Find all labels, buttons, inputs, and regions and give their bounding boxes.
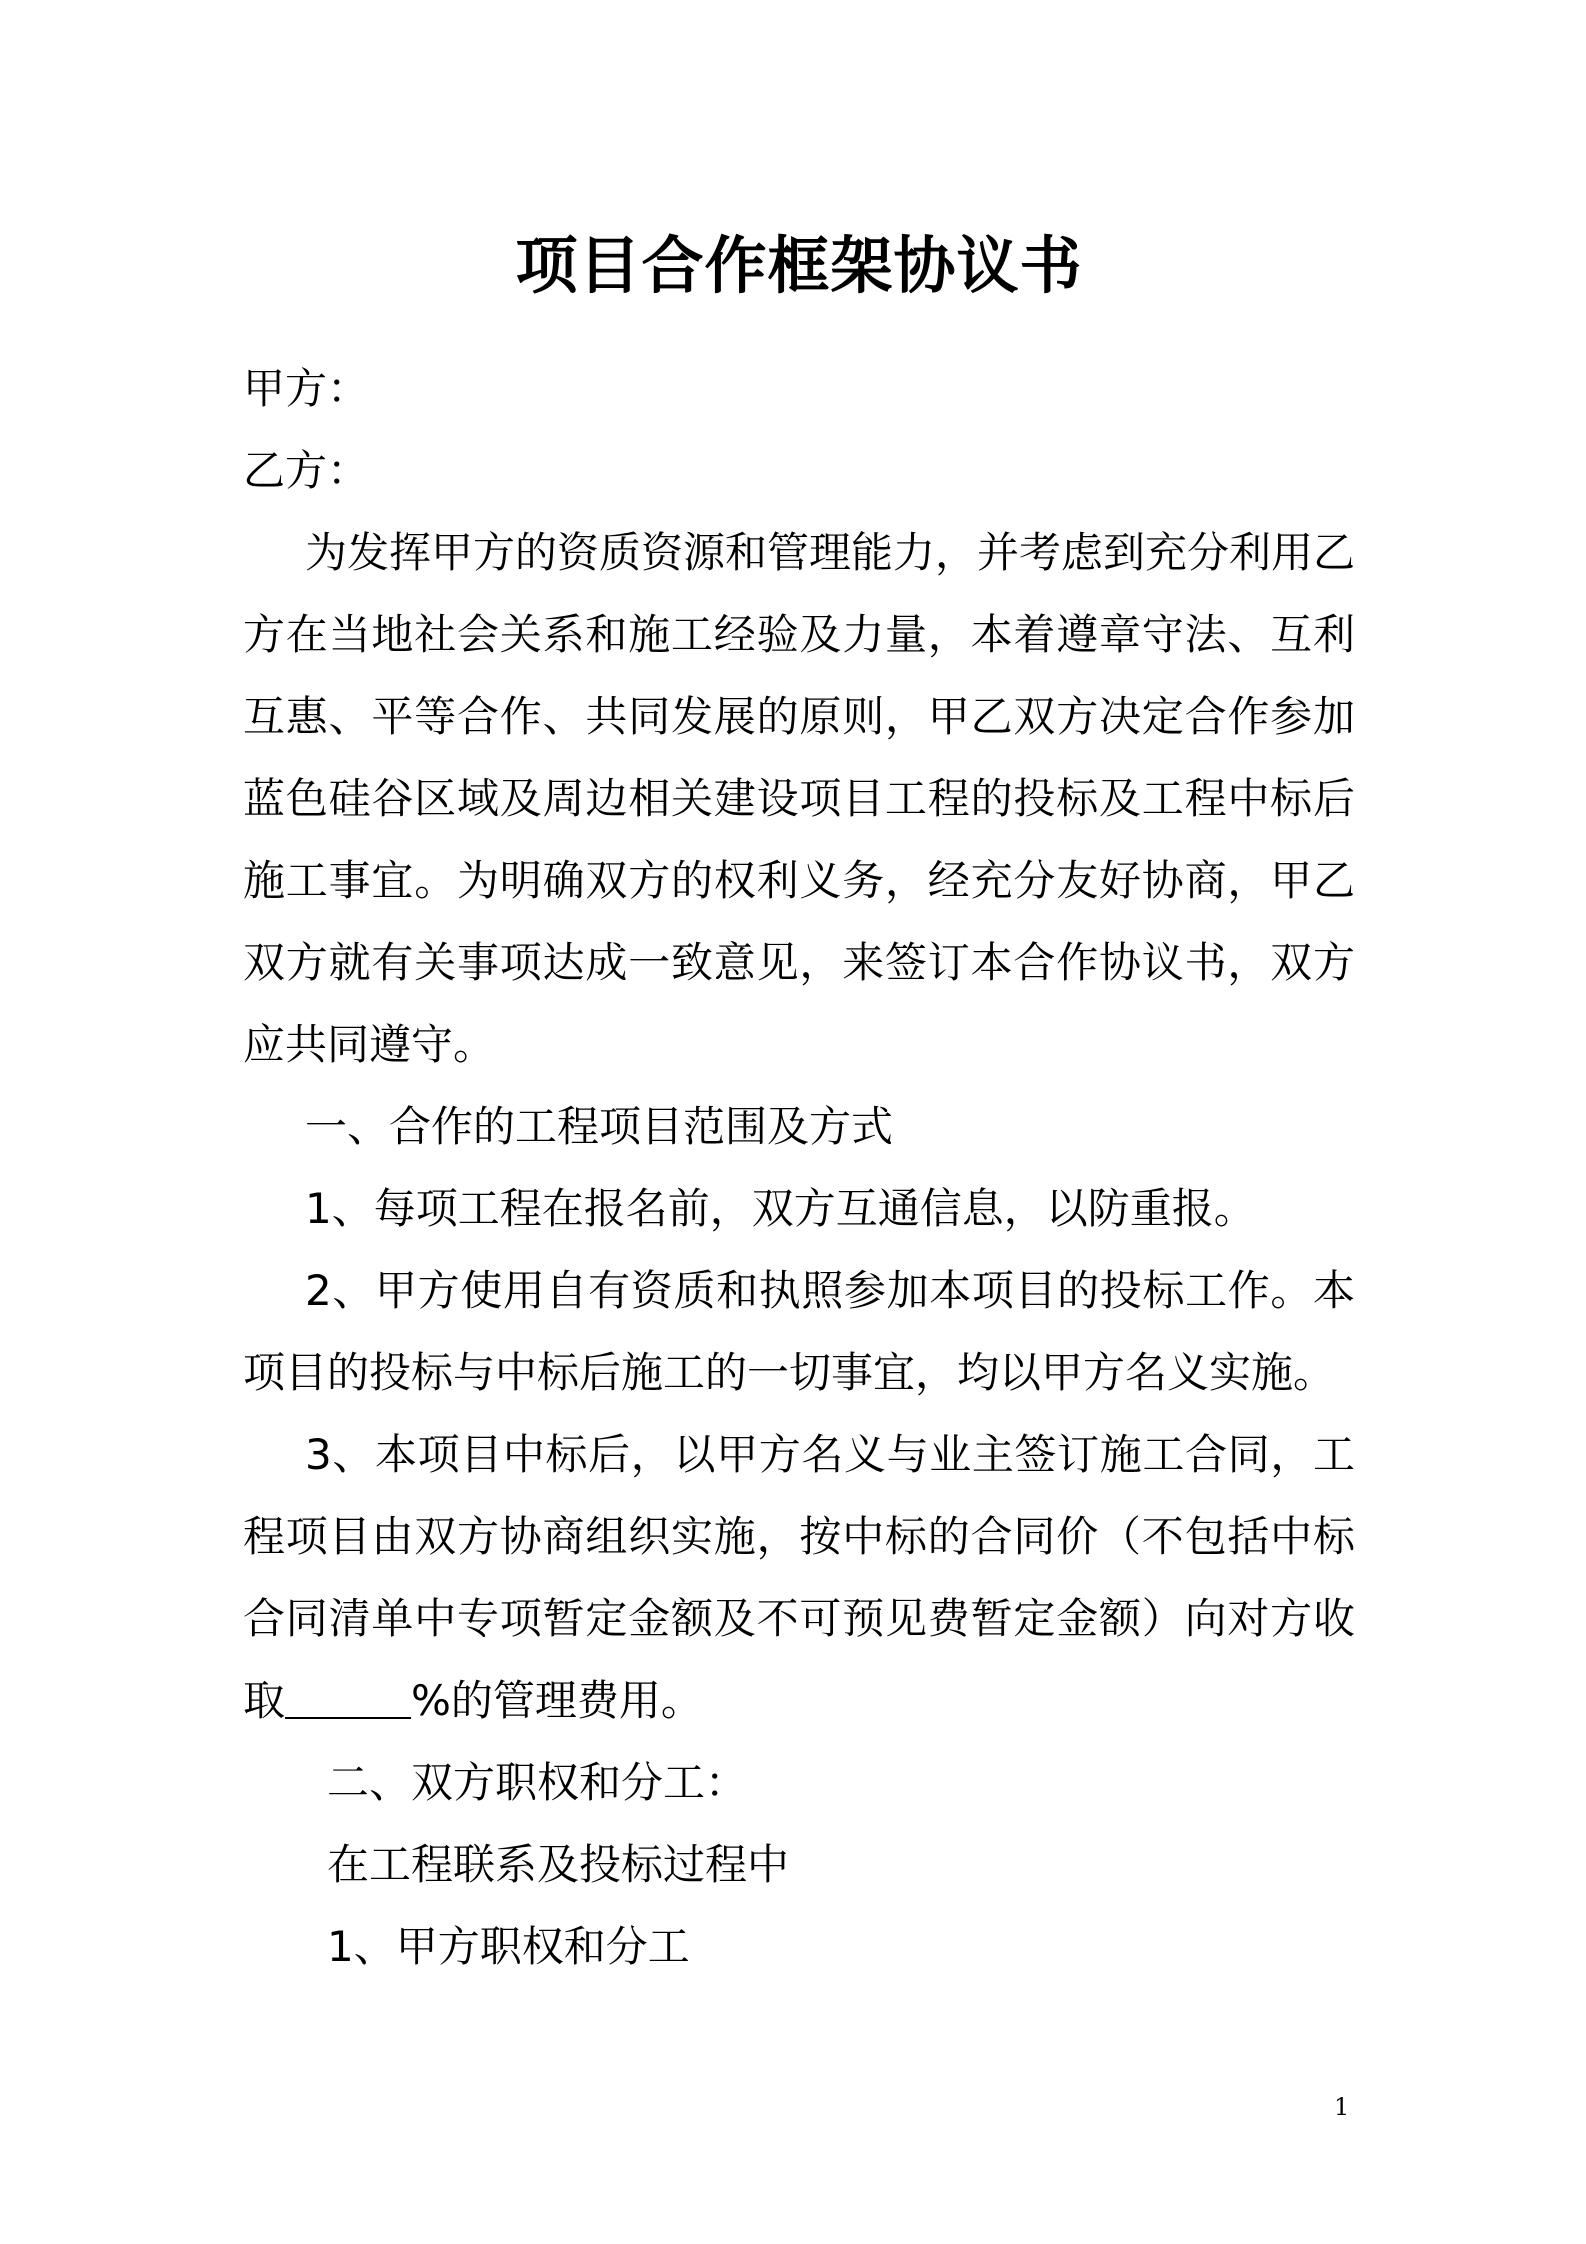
clause-2: 2、甲方使用自有资质和执照参加本项目的投标工作。本项目的投标与中标后施工的一切事宜，均以甲方名义实施。 xyxy=(243,1266,1355,1397)
clause-3-text: 3、本项目中标后，以甲方名义与业主签订施工合同，工程项目由双方协商组织实施，按中标的合同价（不包括中标合同清单中专项暂定金额及不可预见费暂定金额）向对方收取 xyxy=(243,1430,1355,1725)
section-1-heading: 一、合作的工程项目范围及方式 xyxy=(305,1102,894,1151)
fee-percentage-blank xyxy=(285,1679,411,1719)
document-title: 项目合作框架协议书 xyxy=(515,229,1083,302)
document-body xyxy=(243,228,1355,1988)
party-b-label: 乙方： xyxy=(243,446,370,495)
section-2-intro: 在工程联系及投标过程中 xyxy=(327,1840,790,1889)
preamble-paragraph: 为发挥甲方的资质资源和管理能力，并考虑到充分利用乙方在当地社会关系和施工经验及力量，本着遵章守法、互利互惠、平等合作、共同发展的原则，甲乙双方决定合作参加蓝色硅谷区域及周边相关建设项目工程的投标及工程中标后施工事宜。为明确双方的权利义务，经充分友好协商，甲乙双方就有关事项达成一致意见，来签订本合作协议书，双方应共同遵守。 xyxy=(243,528,1356,1069)
clause-3 xyxy=(243,1414,1355,1742)
section-2-heading: 二、双方职权和分工： xyxy=(327,1758,748,1807)
clause-1: 1、每项工程在报名前，双方互通信息，以防重报。 xyxy=(305,1184,1256,1233)
party-a-label: 甲方： xyxy=(243,364,370,413)
clause-3-suffix: %的管理费用。 xyxy=(411,1676,703,1725)
page-number: 1 xyxy=(1334,2093,1350,2121)
section-2-item-1: 1、甲方职权和分工 xyxy=(327,1922,690,1971)
